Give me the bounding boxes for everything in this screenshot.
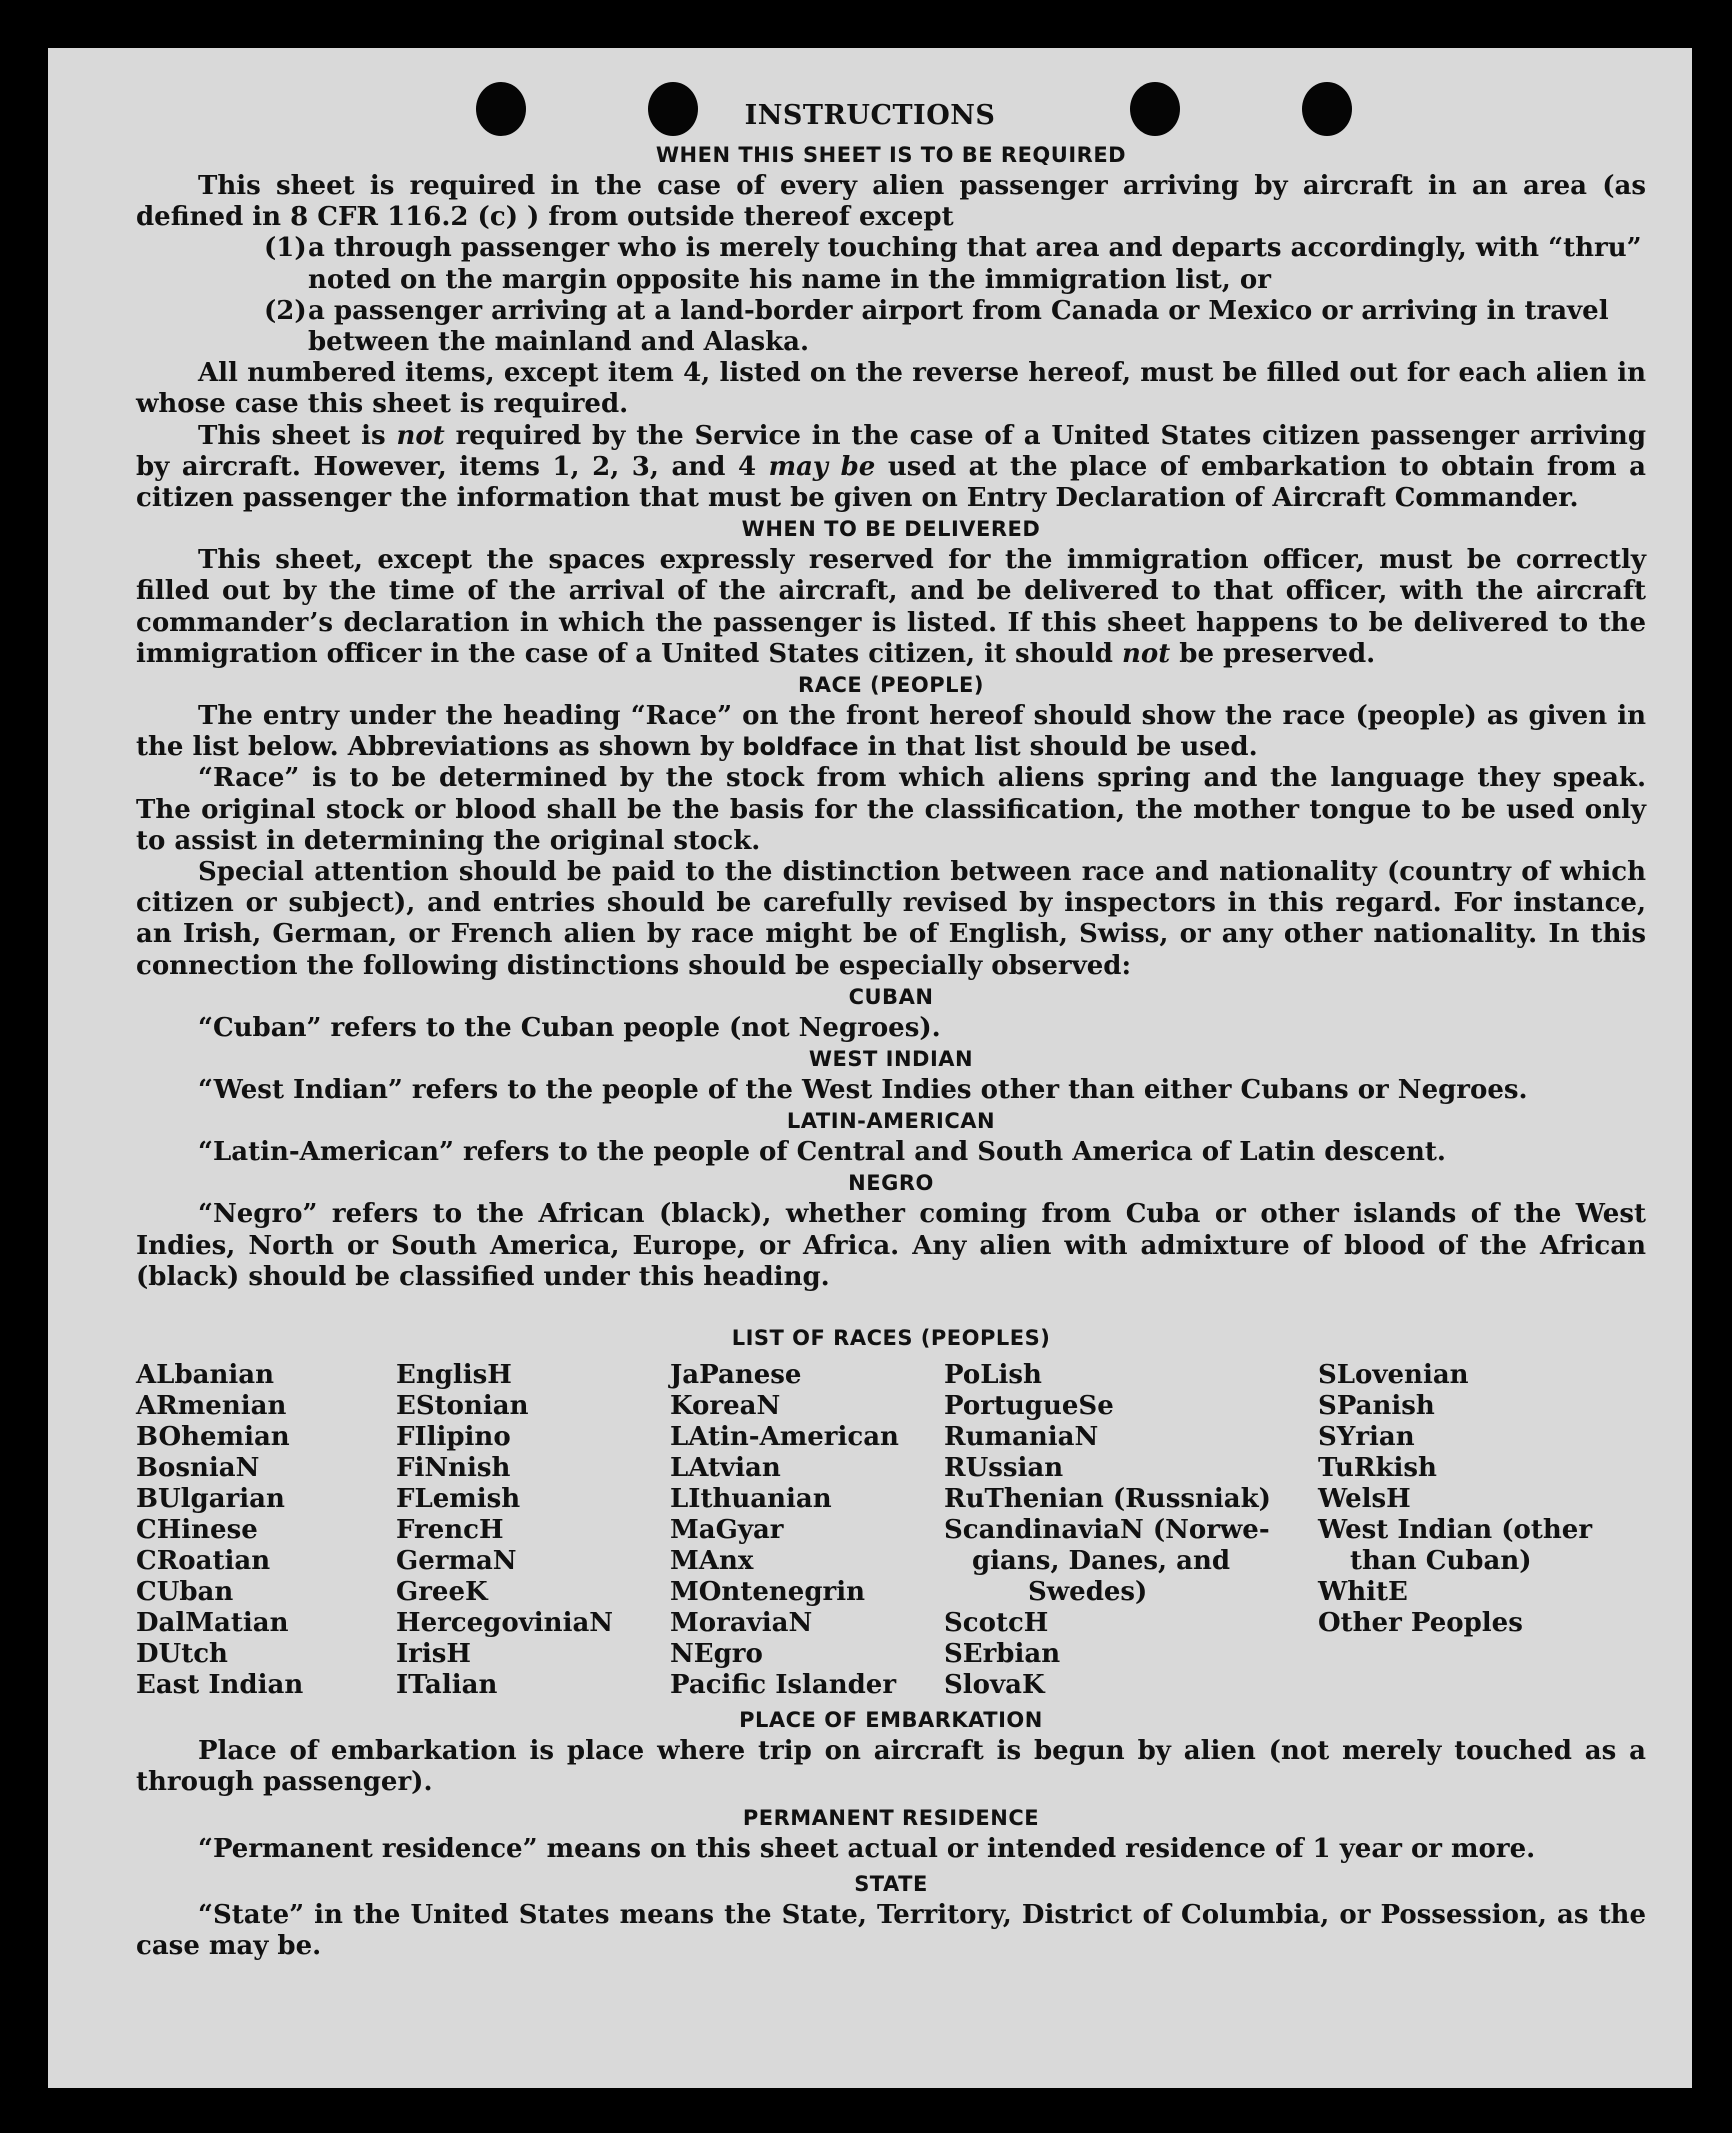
race-entry: HercegoviniaN xyxy=(396,1608,614,1639)
race-entry: CRoatian xyxy=(136,1546,271,1577)
text-run: be preserved. xyxy=(1170,638,1376,669)
race-entry: Pacific Islander xyxy=(670,1670,897,1701)
heading-west-indian: WEST INDIAN xyxy=(808,1047,974,1072)
race-entry: SlovaK xyxy=(944,1670,1045,1701)
item-number: (1) xyxy=(264,233,307,264)
heading-embarkation: PLACE OF EMBARKATION xyxy=(739,1708,1043,1733)
race-entry: MaGyar xyxy=(670,1515,784,1546)
race-entry: West Indian (other xyxy=(1318,1515,1593,1546)
race-entry: RuThenian (Russniak) xyxy=(944,1484,1271,1515)
text-run: This sheet, except the spaces expressly reserved for the immigration officer, must be correctly filled out by the time of the arrival of the aircraft, and be delivered to that officer, with the aircraft commander’s declaration in which the passenger is listed. If this sheet happens to be delivered to the immigration officer in the case of a United States citizen, it should xyxy=(136,545,1646,669)
text-run: used at the place of embarkation to obtain from a citizen passenger the information that must be given on Entry Declaration of Aircraft Commander. xyxy=(136,451,1646,514)
text-run-boldface: boldface xyxy=(742,733,859,762)
race-entry: GreeK xyxy=(396,1577,488,1608)
race-entry: KoreaN xyxy=(670,1391,781,1422)
race-entry: CHinese xyxy=(136,1515,258,1546)
race-entry: JaPanese xyxy=(670,1360,802,1391)
race-entry: MoraviaN xyxy=(670,1608,813,1639)
paragraph: “Negro” refers to the African (black), whether coming from Cuba or other islands of the West Indies, North or South America, Europe, or Africa. Any alien with admixture of blood of the African (black) should be classified under this heading. xyxy=(136,1199,1646,1292)
list-item xyxy=(136,233,1646,295)
race-entry: EStonian xyxy=(396,1391,529,1422)
race-entry: WhitE xyxy=(1318,1577,1408,1608)
race-entry: FrencH xyxy=(396,1515,504,1546)
race-entry: PortugueSe xyxy=(944,1391,1114,1422)
paragraph xyxy=(136,701,1646,763)
race-entry: TuRkish xyxy=(1318,1453,1437,1484)
race-entry: MAnx xyxy=(670,1546,754,1577)
race-entry: SLovenian xyxy=(1318,1360,1469,1391)
paragraph xyxy=(136,545,1646,670)
races-column-2 xyxy=(396,1360,613,1701)
race-entry: WelsH xyxy=(1318,1484,1411,1515)
paragraph: This sheet is required in the case of every alien passenger arriving by aircraft in an area (as defined in 8 CFR 116.2 (c) ) from outside thereof except xyxy=(136,171,1646,233)
heading-when-delivered: WHEN TO BE DELIVERED xyxy=(741,517,1041,542)
race-entry: BUlgarian xyxy=(136,1484,285,1515)
race-entry: NEgro xyxy=(670,1639,763,1670)
race-entry: BosniaN xyxy=(136,1453,260,1484)
item-text: a through passenger who is merely touching that area and departs accordingly, with “thru” noted on the margin opposite his name in the immigration list, or xyxy=(308,233,1642,295)
heading-negro: NEGRO xyxy=(848,1171,934,1196)
races-column-1 xyxy=(136,1360,303,1701)
page-title: INSTRUCTIONS xyxy=(744,100,996,131)
definition-text: “Latin-American” refers to the people of Central and South America of Latin descent. xyxy=(198,1137,1446,1168)
race-entry: BOhemian xyxy=(136,1422,290,1453)
heading-race: RACE (PEOPLE) xyxy=(798,673,984,698)
document-sheet xyxy=(48,48,1692,2088)
races-list xyxy=(136,1360,1646,1705)
race-entry: FLemish xyxy=(396,1484,521,1515)
text-run: This sheet is xyxy=(198,420,397,451)
race-entry: ScandinaviaN (Norwe- xyxy=(944,1515,1270,1546)
race-entry: EnglisH xyxy=(396,1360,512,1391)
instructions-body xyxy=(136,140,1646,1962)
paragraph: All numbered items, except item 4, listed on the reverse hereof, must be filled out for each alien in whose case this sheet is required. xyxy=(136,358,1646,420)
race-entry-continuation: gians, Danes, and xyxy=(972,1546,1231,1577)
race-entry: FiNnish xyxy=(396,1453,511,1484)
race-entry: LAtvian xyxy=(670,1453,781,1484)
race-entry: GermaN xyxy=(396,1546,517,1577)
race-entry: IrisH xyxy=(396,1639,471,1670)
heading-latin-american: LATIN-AMERICAN xyxy=(786,1109,996,1134)
heading-state: STATE xyxy=(854,1871,928,1896)
text-run-italic: not xyxy=(1121,638,1171,669)
race-entry: LAtin-American xyxy=(670,1422,899,1453)
text-run-italic: may be xyxy=(768,451,876,482)
race-entry: DUtch xyxy=(136,1639,228,1670)
text-run: in that list should be used. xyxy=(858,732,1258,763)
race-entry-continuation: Swedes) xyxy=(1028,1577,1148,1608)
heading-permanent-residence: PERMANENT RESIDENCE xyxy=(742,1805,1040,1830)
race-entry: SErbian xyxy=(944,1639,1061,1670)
paragraph: “Race” is to be determined by the stock from which aliens spring and the language they speak. The original stock or blood shall be the basis for the classification, the mother tongue to be used only to assist in determining the original stock. xyxy=(136,763,1646,856)
race-entry: SYrian xyxy=(1318,1422,1415,1453)
race-entry: PoLish xyxy=(944,1360,1042,1391)
race-entry: Other Peoples xyxy=(1318,1608,1523,1639)
race-entry: East Indian xyxy=(136,1670,304,1701)
text-run: required by the Service in the case of a United States citizen passenger arriving by aircraft. However, items 1, 2, 3, and 4 xyxy=(136,420,1646,482)
list-item xyxy=(136,296,1646,358)
text-run: The entry under the heading “Race” on the front hereof should show the race (people) as given in the list below. Abbreviations as shown by xyxy=(136,701,1646,763)
heading-cuban: CUBAN xyxy=(848,984,934,1009)
definition-text: “Permanent residence” means on this sheet actual or intended residence of 1 year or more. xyxy=(198,1833,1536,1864)
race-entry: LIthuanian xyxy=(670,1484,832,1515)
item-text: a passenger arriving at a land-border airport from Canada or Mexico or arriving in travel between the mainland and Alaska. xyxy=(308,295,1609,358)
race-entry: ARmenian xyxy=(136,1391,287,1422)
race-entry: ScotcH xyxy=(944,1608,1049,1639)
heading-list-of-races: LIST OF RACES (PEOPLES) xyxy=(731,1326,1051,1351)
race-entry: DalMatian xyxy=(136,1608,289,1639)
race-entry: CUban xyxy=(136,1577,234,1608)
race-entry: MOntenegrin xyxy=(670,1577,865,1608)
definition-text: “West Indian” refers to the people of the West Indies other than either Cubans or Negroes. xyxy=(198,1075,1528,1106)
race-entry: RUssian xyxy=(944,1453,1064,1484)
paragraph: Place of embarkation is place where trip on aircraft is begun by alien (not merely touched as a through passenger). xyxy=(136,1736,1646,1798)
race-entry: FIlipino xyxy=(396,1422,511,1453)
races-column-3 xyxy=(670,1360,899,1701)
race-entry: SPanish xyxy=(1318,1391,1435,1422)
race-entry-continuation: than Cuban) xyxy=(1350,1546,1532,1577)
text-run-italic: not xyxy=(396,420,445,451)
races-column-4 xyxy=(944,1360,1271,1701)
race-entry: ITalian xyxy=(396,1670,498,1701)
paragraph xyxy=(136,421,1646,515)
races-column-5 xyxy=(1318,1360,1592,1639)
race-entry: RumaniaN xyxy=(944,1422,1099,1453)
paragraph: Special attention should be paid to the distinction between race and nationality (country of which citizen or subject), and entries should be carefully revised by inspectors in this regard. For instance, an Irish, German, or French alien by race might be of English, Swiss, or any other nationality. In this connection the following distinctions should be especially observed: xyxy=(136,857,1646,981)
item-number: (2) xyxy=(264,295,307,326)
paragraph: “State” in the United States means the State, Territory, District of Columbia, or Possession, as the case may be. xyxy=(136,1899,1646,1961)
definition-text: “Cuban” refers to the Cuban people (not Negroes). xyxy=(198,1012,941,1043)
race-entry: ALbanian xyxy=(136,1360,275,1391)
heading-when-required: WHEN THIS SHEET IS TO BE REQUIRED xyxy=(655,143,1127,167)
